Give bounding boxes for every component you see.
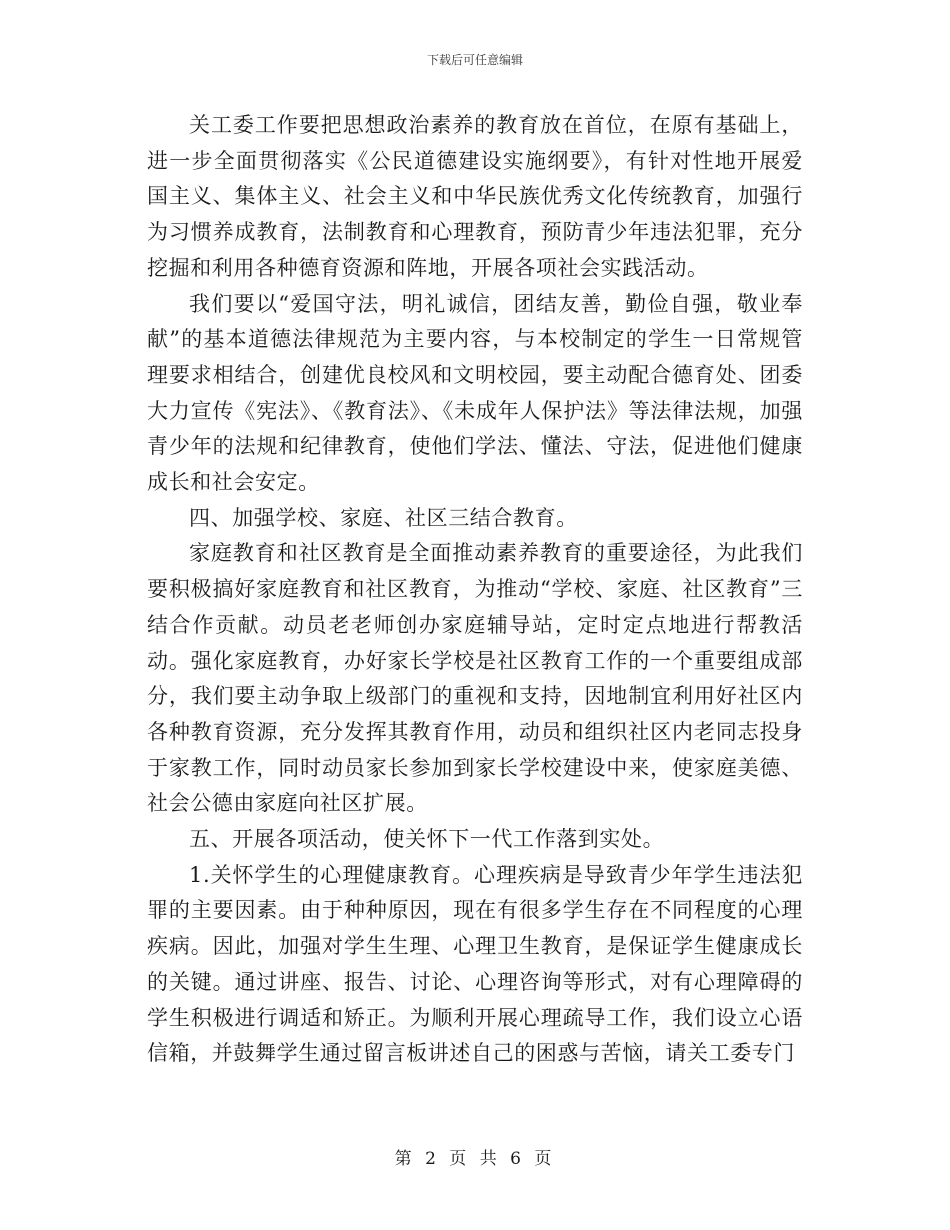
page-header: 下载后可任意编辑	[426, 53, 523, 67]
paragraph-moral-education: 关工委工作要把思想政治素养的教育放在首位，在原有基础上，进一步全面贯彻落实《公民道德建设实施纲要》，有针对性地开展爱国主义、集体主义、社会主义和中华民族优秀文化传统教育，加强行为习惯养成教育，法制教育和心理教育，预防青少年违法犯罪，充分挖掘和利用各种德育资源和阵地，开展各项社会实践活动。	[147, 113, 803, 280]
section-heading-five: 五、开展各项活动，使关怀下一代工作落到实处。	[189, 827, 665, 852]
page-number-footer: 第 2 页 共 6 页	[394, 1149, 556, 1169]
paragraph-family-community: 家庭教育和社区教育是全面推动素养教育的重要途径，为此我们要积极搞好家庭教育和社区教育，为推动“学校、家庭、社区教育”三结合作贡献。动员老老师创办家庭辅导站，定时定点地进行帮教活动。强化家庭教育，办好家长学校是社区教育工作的一个重要组成部分，我们要主动争取上级部门的重视和支持，因地制宜利用好社区内各种教育资源，充分发挥其教育作用，动员和组织社区内老同志投身于家教工作，同时动员家长参加到家长学校建设中来，使家庭美德、社会公德由家庭向社区扩展。	[147, 541, 803, 816]
section-heading-four: 四、加强学校、家庭、社区三结合教育。	[189, 505, 578, 530]
document-body	[147, 108, 803, 1072]
paragraph-law-education: 我们要以“爱国守法，明礼诚信，团结友善，勤俭自强，敬业奉献”的基本道德法律规范为主要内容，与本校制定的学生一日常规管理要求相结合，创建优良校风和文明校园，要主动配合德育处、团委大力宣传《宪法》、《教育法》、《未成年人保护法》等法律法规，加强青少年的法规和纪律教育，使他们学法、懂法、守法，促进他们健康成长和社会安定。	[147, 291, 803, 495]
paragraph-mental-health: 1.关怀学生的心理健康教育。心理疾病是导致青少年学生违法犯罪的主要因素。由于种种原因，现在有很多学生存在不同程度的心理疾病。因此，加强对学生生理、心理卫生教育，是保证学生健康成长的关键。通过讲座、报告、讨论、心理咨询等形式，对有心理障碍的学生积极进行调适和矫正。为顺利开展心理疏导工作，我们设立心语信箱，并鼓舞学生通过留言板讲述自己的困惑与苦恼，请关工委专门	[147, 862, 803, 1066]
